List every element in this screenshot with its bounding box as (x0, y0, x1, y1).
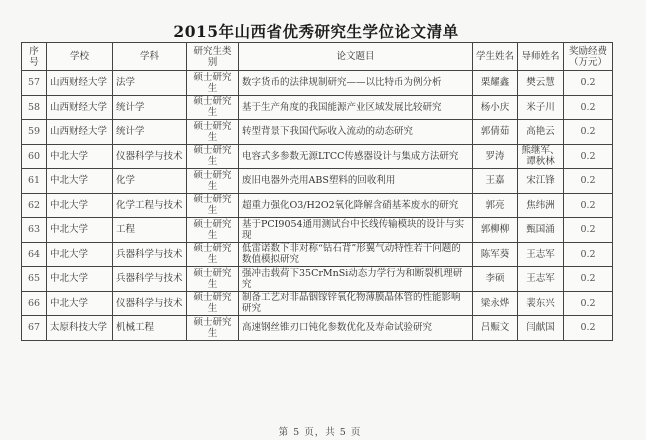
cell-no: 67 (22, 316, 47, 341)
cell-advisor: 米子川 (518, 95, 564, 120)
cell-discipline: 工程 (113, 218, 187, 243)
cell-type: 硕士研究生 (187, 95, 239, 120)
cell-advisor: 裴东兴 (518, 291, 564, 316)
cell-advisor: 熊继军、谭秋林 (518, 144, 564, 169)
cell-award: 0.2 (564, 218, 613, 243)
header-title: 论文题目 (239, 43, 473, 71)
cell-discipline: 兵器科学与技术 (113, 242, 187, 267)
table-row (22, 291, 613, 316)
table-row (22, 242, 613, 267)
cell-advisor: 高艳云 (518, 120, 564, 145)
cell-type: 硕士研究生 (187, 193, 239, 218)
cell-no: 64 (22, 242, 47, 267)
cell-discipline: 法学 (113, 71, 187, 96)
cell-title: 高速钢丝锥刃口钝化参数优化及寿命试验研究 (239, 316, 473, 341)
cell-student: 李硕 (473, 267, 518, 292)
table-row (22, 71, 613, 96)
cell-title: 制备工艺对非晶铟镓锌氧化物薄膜晶体管的性能影响研究 (239, 291, 473, 316)
cell-school: 中北大学 (47, 291, 113, 316)
cell-discipline: 兵器科学与技术 (113, 267, 187, 292)
cell-type: 硕士研究生 (187, 316, 239, 341)
cell-award: 0.2 (564, 291, 613, 316)
cell-student: 杨小庆 (473, 95, 518, 120)
header-advisor: 导师姓名 (518, 43, 564, 71)
header-no: 序号 (22, 43, 47, 71)
cell-advisor: 樊云慧 (518, 71, 564, 96)
cell-discipline: 统计学 (113, 120, 187, 145)
thesis-list-table (21, 42, 613, 341)
cell-school: 中北大学 (47, 242, 113, 267)
cell-school: 中北大学 (47, 218, 113, 243)
cell-school: 中北大学 (47, 169, 113, 194)
cell-student: 栗耀鑫 (473, 71, 518, 96)
cell-title: 数字货币的法律规制研究——以比特币为例分析 (239, 71, 473, 96)
cell-school: 中北大学 (47, 267, 113, 292)
cell-student: 王嘉 (473, 169, 518, 194)
cell-school: 中北大学 (47, 193, 113, 218)
cell-student: 郭亮 (473, 193, 518, 218)
header-award: 奖励经费（万元） (564, 43, 613, 71)
cell-award: 0.2 (564, 267, 613, 292)
cell-title: 强冲击载荷下35CrMnSi动态力学行为和断裂机理研究 (239, 267, 473, 292)
page-footer: 第 5 页，共 5 页 (278, 427, 362, 438)
cell-no: 59 (22, 120, 47, 145)
cell-award: 0.2 (564, 193, 613, 218)
cell-award: 0.2 (564, 120, 613, 145)
cell-type: 硕士研究生 (187, 267, 239, 292)
cell-discipline: 仪器科学与技术 (113, 144, 187, 169)
cell-school: 山西财经大学 (47, 71, 113, 96)
header-discipline: 学科 (113, 43, 187, 71)
cell-no: 58 (22, 95, 47, 120)
cell-school: 山西财经大学 (47, 120, 113, 145)
header-student: 学生姓名 (473, 43, 518, 71)
table-row (22, 218, 613, 243)
document-title: 2015年山西省优秀研究生学位论文清单 (173, 22, 459, 41)
cell-award: 0.2 (564, 95, 613, 120)
cell-student: 吕赈文 (473, 316, 518, 341)
cell-no: 63 (22, 218, 47, 243)
cell-title: 基于生产角度的我国能源产业区域发展比较研究 (239, 95, 473, 120)
cell-student: 郭柳柳 (473, 218, 518, 243)
cell-no: 60 (22, 144, 47, 169)
table-header-row (22, 43, 613, 71)
cell-school: 山西财经大学 (47, 95, 113, 120)
table-row (22, 95, 613, 120)
cell-title: 转型背景下我国代际收入流动的动态研究 (239, 120, 473, 145)
cell-student: 梁永烨 (473, 291, 518, 316)
cell-school: 太原科技大学 (47, 316, 113, 341)
cell-discipline: 仪器科学与技术 (113, 291, 187, 316)
cell-discipline: 化学 (113, 169, 187, 194)
cell-discipline: 化学工程与技术 (113, 193, 187, 218)
cell-award: 0.2 (564, 144, 613, 169)
header-school: 学校 (47, 43, 113, 71)
cell-advisor: 宋江锋 (518, 169, 564, 194)
cell-award: 0.2 (564, 169, 613, 194)
cell-award: 0.2 (564, 316, 613, 341)
cell-advisor: 焦纬洲 (518, 193, 564, 218)
table-row (22, 193, 613, 218)
cell-no: 66 (22, 291, 47, 316)
table-row (22, 120, 613, 145)
header-type: 研究生类别 (187, 43, 239, 71)
cell-type: 硕士研究生 (187, 242, 239, 267)
cell-student: 陈军葵 (473, 242, 518, 267)
cell-type: 硕士研究生 (187, 71, 239, 96)
cell-no: 61 (22, 169, 47, 194)
cell-type: 硕士研究生 (187, 120, 239, 145)
cell-no: 57 (22, 71, 47, 96)
cell-title: 废旧电器外壳用ABS塑料的回收利用 (239, 169, 473, 194)
cell-award: 0.2 (564, 242, 613, 267)
cell-title: 超重力强化O3/H2O2氧化降解含硝基苯废水的研究 (239, 193, 473, 218)
cell-discipline: 统计学 (113, 95, 187, 120)
cell-school: 中北大学 (47, 144, 113, 169)
cell-title: 低雷诺数下非对称“钻石背”形翼气动特性若干问题的数值模拟研究 (239, 242, 473, 267)
table-row (22, 316, 613, 341)
cell-type: 硕士研究生 (187, 218, 239, 243)
cell-type: 硕士研究生 (187, 169, 239, 194)
cell-advisor: 甄国涌 (518, 218, 564, 243)
cell-title: 电容式多参数无源LTCC传感器设计与集成方法研究 (239, 144, 473, 169)
cell-advisor: 王志军 (518, 267, 564, 292)
table-row (22, 169, 613, 194)
cell-advisor: 闫献国 (518, 316, 564, 341)
cell-type: 硕士研究生 (187, 144, 239, 169)
cell-no: 62 (22, 193, 47, 218)
cell-type: 硕士研究生 (187, 291, 239, 316)
cell-student: 罗涛 (473, 144, 518, 169)
cell-no: 65 (22, 267, 47, 292)
cell-award: 0.2 (564, 71, 613, 96)
cell-title: 基于PCI9054通用测试台中长线传输模块的设计与实现 (239, 218, 473, 243)
cell-discipline: 机械工程 (113, 316, 187, 341)
cell-advisor: 王志军 (518, 242, 564, 267)
table-row (22, 144, 613, 169)
table-row (22, 267, 613, 292)
cell-student: 郭倩茹 (473, 120, 518, 145)
